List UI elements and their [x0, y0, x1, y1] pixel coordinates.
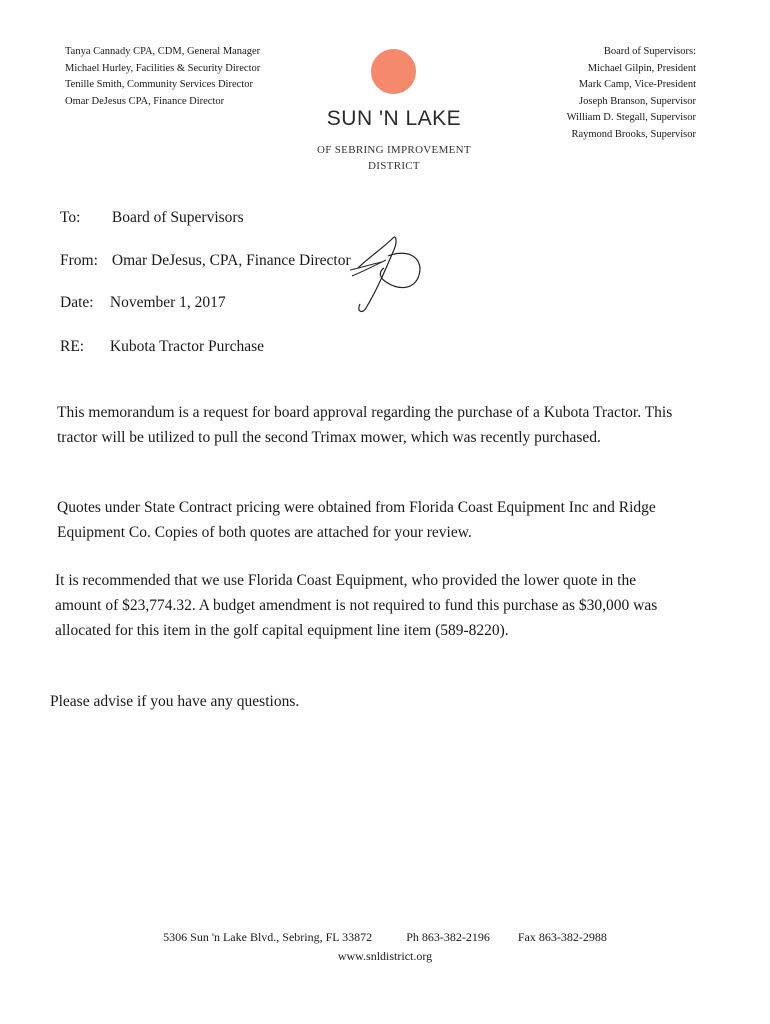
board-member: Raymond Brooks, Supervisor	[571, 128, 696, 140]
board-member: William D. Stegall, Supervisor	[566, 112, 696, 123]
memo-re	[60, 338, 264, 356]
signature-initials	[338, 228, 428, 318]
footer-address: 5306 Sun 'n Lake Blvd., Sebring, FL 33872	[163, 930, 373, 944]
board-list	[567, 44, 696, 143]
footer	[0, 930, 770, 964]
staff-line: Michael Hurley, Facilities & Security Director	[65, 62, 261, 74]
body-paragraph: It is recommended that we use Florida Coast Equipment, who provided the lower quote in the amount of $23,774.32. A budget amendment is not required to fund this purchase as $30,000 was allocated for this item in the golf capital equipment line item (589-8220).	[55, 572, 658, 639]
memo-from	[60, 252, 351, 270]
board-member: Mark Camp, Vice-President	[578, 79, 696, 90]
footer-phone: Ph 863-382-2196	[406, 930, 490, 944]
footer-fax: Fax 863-382-2988	[517, 930, 607, 944]
sun-logo-icon	[371, 49, 416, 94]
staff-line: Tanya Cannady CPA, CDM, General Manager	[65, 46, 261, 57]
from-label: From:	[60, 252, 98, 269]
footer-website[interactable]: www.snldistrict.org	[337, 949, 433, 963]
from-value: Omar DeJesus, CPA, Finance Director	[111, 252, 351, 269]
staff-line: Tenille Smith, Community Services Director	[65, 79, 253, 90]
memo-date	[60, 294, 226, 312]
board-member: Joseph Branson, Supervisor	[579, 95, 696, 107]
district-subtitle-line: DISTRICT	[368, 160, 420, 172]
district-subtitle-line: OF SEBRING IMPROVEMENT	[317, 144, 471, 156]
footer-contact-row	[0, 930, 770, 945]
to-value: Board of Supervisors	[111, 209, 244, 226]
board-member: Michael Gilpin, President	[587, 62, 696, 74]
body-paragraph: Quotes under State Contract pricing were obtained from Florida Coast Equipment Inc and Ridge Equipment Co. Copies of both quotes are attached for your review.	[57, 499, 656, 541]
to-label: To:	[60, 209, 81, 226]
date-label: Date:	[60, 294, 94, 311]
district-subtitle	[300, 142, 488, 174]
re-label: RE:	[60, 338, 85, 355]
memo-to	[60, 209, 244, 227]
date-value: November 1, 2017	[109, 294, 226, 311]
staff-list	[65, 44, 260, 110]
closing-line: Please advise if you have any questions.	[50, 693, 300, 710]
board-heading: Board of Supervisors:	[603, 46, 696, 57]
district-name: SUN 'N LAKE	[326, 107, 462, 130]
body-paragraph: This memorandum is a request for board approval regarding the purchase of a Kubota Tractor. This tractor will be utilized to pull the second Trimax mower, which was recently purchased.	[57, 404, 673, 446]
re-value: Kubota Tractor Purchase	[109, 338, 264, 355]
staff-line: Omar DeJesus CPA, Finance Director	[65, 95, 225, 107]
